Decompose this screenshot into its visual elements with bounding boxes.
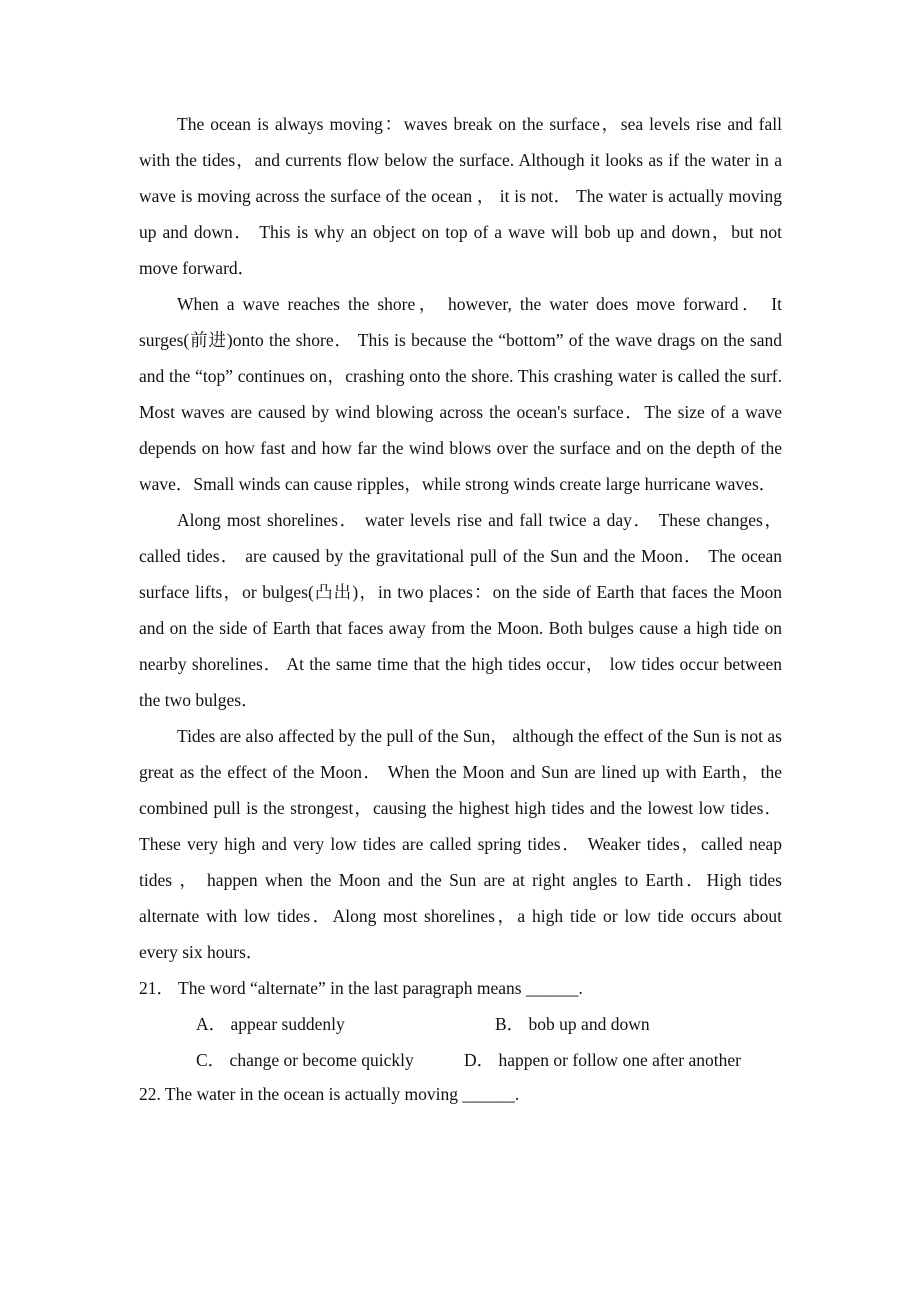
paragraph-3: Along most shorelines． water levels rise and fall twice a day． These changes，called tides． are caused by the gravitational pull of the Sun and the Moon． The ocean surface lifts，or bulges(凸出)，in two places：on the side of Earth that faces the Moon and on the side of Earth that faces away from the Moon. Both bulges cause a high tide on nearby shorelines． At the same time that the high tides occur， low tides occur between the two bulges． xyxy=(139,510,782,710)
paragraph-1: The ocean is always moving：waves break on the surface，sea levels rise and fall with the tides，and currents flow below the surface. Although it looks as if the water in a wave is moving across the surface of the ocean ， it is not． The water is actually moving up and down． This is why an object on top of a wave will bob up and down，but not move forward． xyxy=(139,114,782,278)
option-c: C． change or become quickly xyxy=(196,1050,414,1070)
paragraph-2: When a wave reaches the shore， however, the water does move forward． It surges(前进)onto the shore． This is because the “bottom” of the wave drags on the sand and the “top” continues on，crashing onto the shore. This crashing water is called the surf. Most waves are caused by wind blowing across the ocean's surface．The size of a wave depends on how fast and how far the wind blows over the surface and on the depth of the wave．Small winds can cause ripples，while strong winds create large hurricane waves． xyxy=(139,294,782,494)
question-21-options-row-2 xyxy=(139,1042,782,1078)
question-21-stem: 21． The word “alternate” in the last paragraph means ______. xyxy=(139,978,583,998)
question-22 xyxy=(139,1076,782,1112)
question-22-stem: 22. The water in the ocean is actually moving ______. xyxy=(139,1084,520,1104)
option-b: B． bob up and down xyxy=(495,1014,650,1034)
option-d: D． happen or follow one after another xyxy=(464,1050,741,1070)
question-21-options-row-1 xyxy=(139,1006,782,1042)
reading-passage xyxy=(139,106,782,1112)
paragraph-4: Tides are also affected by the pull of the Sun， although the effect of the Sun is not as great as the effect of the Moon． When the Moon and Sun are lined up with Earth，the combined pull is the strongest，causing the highest high tides and the lowest low tides． These very high and very low tides are called spring tides． Weaker tides，called neap tides ， happen when the Moon and the Sun are at right angles to Earth．High tides alternate with low tides．Along most shorelines，a high tide or low tide occurs about every six hours． xyxy=(139,726,782,962)
question-21 xyxy=(139,970,782,1078)
option-a: A． appear suddenly xyxy=(196,1014,345,1034)
